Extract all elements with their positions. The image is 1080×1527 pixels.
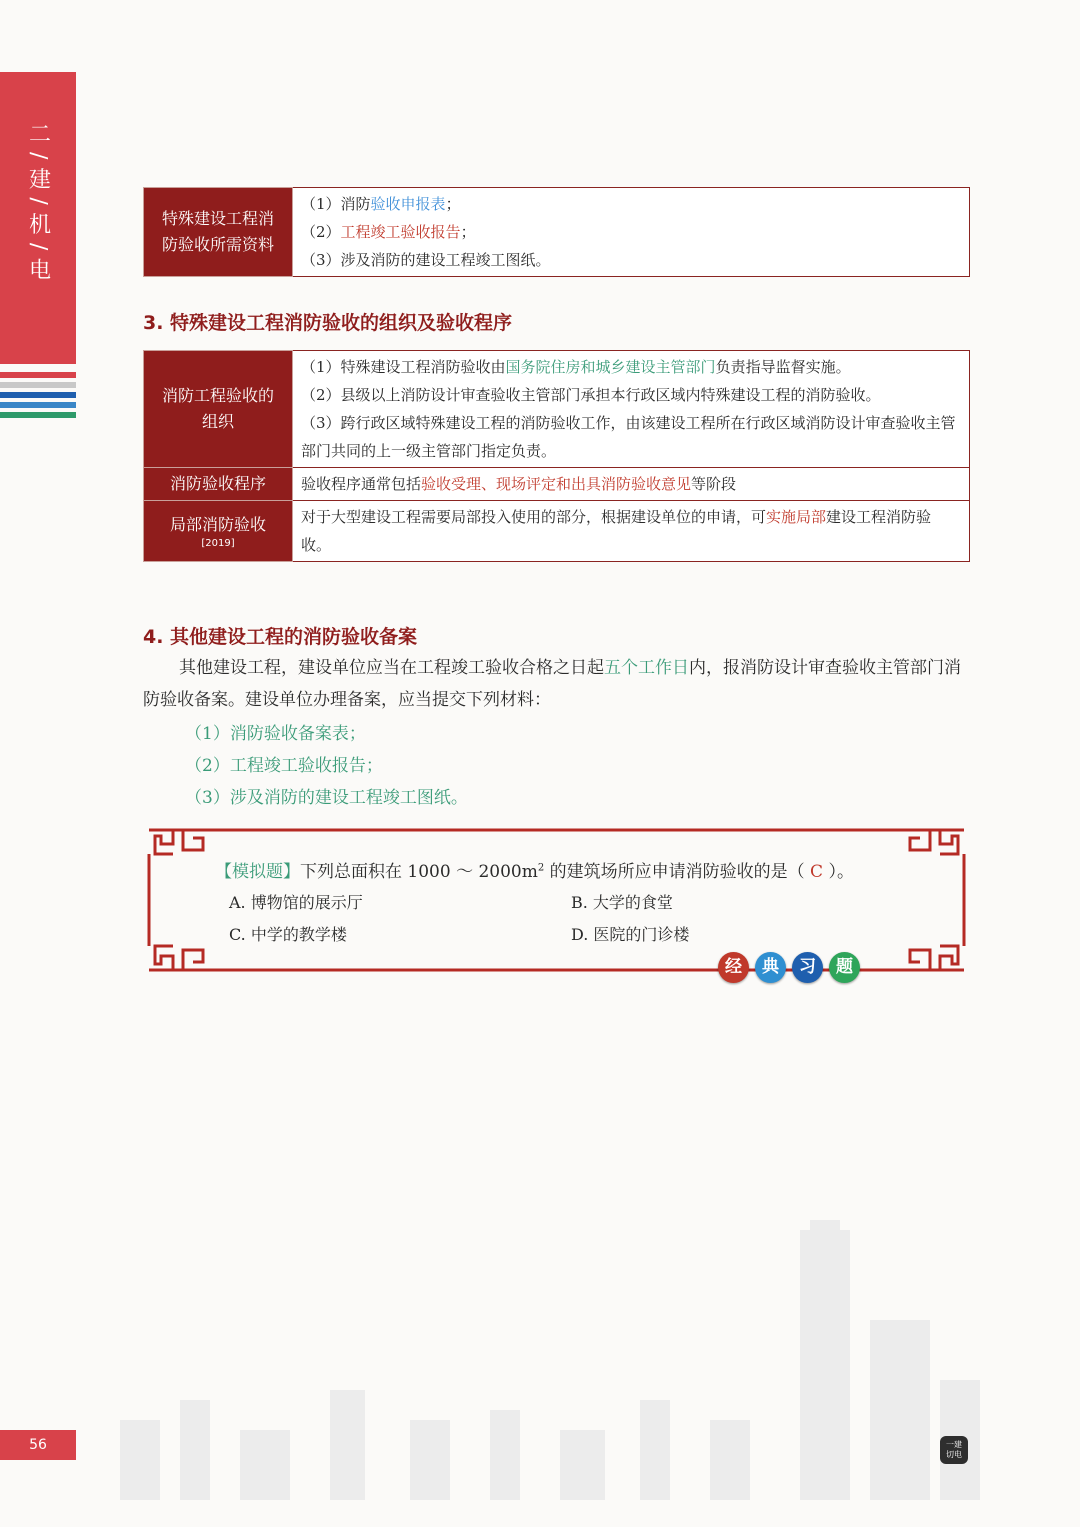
org-body: [293, 351, 970, 468]
required-materials-table: [143, 187, 970, 277]
acceptance-procedure-table: [143, 350, 970, 562]
badge-3: 习: [792, 952, 823, 983]
filing-item-3: （3）涉及消防的建设工程竣工图纸。: [185, 788, 468, 808]
material-item-1: （1）消防验收申报表；: [301, 195, 461, 213]
partial-body: 对于大型建设工程需要局部投入使用的部分，根据建设单位的申请，可实施局部建设工程消防验收。: [293, 501, 970, 562]
partial-header: 局部消防验收 [2019]: [144, 501, 293, 562]
material-item-3: （3）涉及消防的建设工程竣工图纸。: [301, 251, 551, 269]
material-item-2: （2）工程竣工验收报告；: [301, 223, 476, 241]
org-point-3: （3）跨行政区域特殊建设工程的消防验收工作，由该建设工程所在行政区域消防设计审查验收主管部门共同的上一级主管部门指定负责。: [301, 414, 956, 460]
badge-4: 题: [829, 952, 860, 983]
skyline-watermark: [110, 1220, 990, 1500]
filing-item-2: （2）工程竣工验收报告；: [185, 756, 383, 776]
required-materials-header: 特殊建设工程消 防验收所需资料: [144, 188, 293, 277]
classic-exercise-badges: [718, 952, 860, 983]
quiz-box: [143, 824, 970, 976]
option-a: A. 博物馆的展示厅: [229, 893, 363, 912]
section-4-title: 4. 其他建设工程的消防验收备案: [143, 626, 418, 648]
badge-1: 经: [718, 952, 749, 983]
quiz-question: 【模拟题】下列总面积在 1000 ～ $2000m^2$ 的建筑场所应申请消防验收的是（ C ）。: [215, 862, 854, 882]
option-d: D. 医院的门诊楼: [571, 925, 690, 944]
decorative-stripes: [0, 372, 76, 422]
org-point-2: （2）县级以上消防设计审查验收主管部门承担本行政区域内特殊建设工程的消防验收。: [301, 386, 881, 404]
publisher-logo: 一建 切电: [940, 1436, 968, 1464]
badge-2: 典: [755, 952, 786, 983]
procedure-body: 验收程序通常包括验收受理、现场评定和出具消防验收意见等阶段: [293, 468, 970, 501]
org-point-1: （1）特殊建设工程消防验收由国务院住房和城乡建设主管部门负责指导监督实施。: [301, 358, 851, 376]
org-header: 消防工程验收的 组织: [144, 351, 293, 468]
section-3-title: 3. 特殊建设工程消防验收的组织及验收程序: [143, 312, 513, 334]
page-number: 56: [0, 1430, 76, 1460]
chapter-side-tab: [0, 72, 76, 364]
option-b: B. 大学的食堂: [571, 893, 673, 912]
year-tag: [2019]: [201, 538, 235, 549]
filing-item-1: （1）消防验收备案表；: [185, 724, 366, 744]
section-4-paragraph: 其他建设工程，建设单位应当在工程竣工验收合格之日起五个工作日内，报消防设计审查验收主管部门消防验收备案。建设单位办理备案，应当提交下列材料：: [143, 658, 961, 710]
option-c: C. 中学的教学楼: [229, 925, 347, 944]
required-materials-body: [293, 188, 970, 277]
chapter-label: 二/建/机/电: [25, 122, 51, 289]
procedure-header: 消防验收程序: [144, 468, 293, 501]
quiz-answer: C: [804, 862, 829, 882]
quiz-tag: 【模拟题】: [215, 862, 300, 882]
